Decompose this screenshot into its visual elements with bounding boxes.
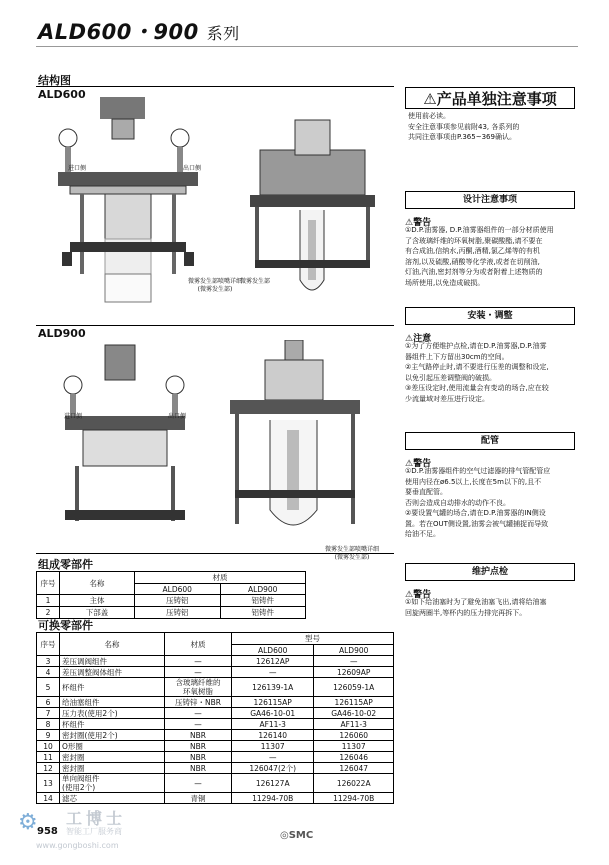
ald600-inlet: 进口侧 [68, 165, 87, 172]
ald600-callout: 微雾发生部 [240, 278, 271, 285]
warning-icon: ⚠ [405, 334, 414, 344]
table-row: 10 O形圈 NBR 11307 11307 [37, 741, 394, 752]
section-label-4: ⚠警告 [405, 590, 432, 600]
table-row: 9 密封圈(使用2个) NBR 126140 126060 [37, 730, 394, 741]
ald900-detail-label: 微雾发生部喷嘴详细 (微雾发生部) [325, 546, 380, 561]
ald900-rule [36, 325, 394, 326]
table-row: 1 主体 压铸铝 铝铸件 [37, 595, 306, 607]
parts-table: 序号 名称 材质 ALD600 ALD900 1 主体 压铸铝 铝铸件 2 下部盖 压铸铝 铝铸件 [36, 571, 306, 619]
gongboshi-logo-mark: ⚙ [18, 810, 38, 835]
section-label-1: ⚠警告 [405, 218, 432, 228]
table-row: 2 下部盖 压铸铝 铝铸件 [37, 607, 306, 619]
page-title: ALD600・900 系列 [38, 20, 240, 44]
section-title-4: 维护点检 [405, 563, 575, 581]
section-label-3: ⚠警告 [405, 459, 432, 469]
table-row: 4 差压调整阀体组件 — — 12609AP [37, 667, 394, 678]
warning-icon: ⚠ [405, 590, 414, 600]
ald900-section-diagram [55, 340, 205, 540]
notice-title: 产品单独注意事项 [436, 90, 557, 108]
watermark-logo: 工博士 [66, 809, 127, 828]
table-row: 7 压力表(使用2个) — GA46-10-01 GA46-10-02 [37, 708, 394, 719]
table-row: 13 单向阀组件 (使用2个) — 126127A 126022A [37, 774, 394, 793]
smc-logo: ◎SMC [280, 830, 314, 841]
watermark-url: www.gongboshi.com [36, 841, 119, 850]
notice-body: 使用前必读。 安全注意事项参见前附43, 各系列的 共同注意事项由P.365~369确认。 [408, 112, 520, 141]
table-row: 5 杯组件 含玻璃纤维的 环氧树脂 126139-1A 126059-1A [37, 678, 394, 697]
ald600-outlet: 出口侧 [183, 165, 202, 172]
table-row: 8 杯组件 — AF11-3 AF11-3 [37, 719, 394, 730]
section-title-3: 配管 [405, 432, 575, 450]
ald900-outlet: 出口侧 [168, 413, 187, 420]
watermark-sub: 智能工厂服务商 [66, 827, 122, 836]
parts-rule-top [36, 553, 394, 554]
section-body-3: ①D.P.油雾器组件的空气过滤器的排气管配管应 使用内径在ø6.5以上,长度在5m以下的,且不 要垂直配管。 否则会造成自动排水的动作不良。 ②要设置气罐的场合,请在D.P.油雾器的IN侧设 置。若在OUT侧设置,油雾会被气罐捕捉而导致 给油不足。 [405, 467, 551, 538]
ald600-section-diagram [50, 92, 220, 307]
section-body-1: ①D.P.油雾器, D.P.油雾器组件的一部分材质使用 了含玻璃纤维的环氧树脂,聚碳酸酯,请不要在 有合成油,信纳水,丙酮,酒精,氯乙烯等的有机 溶剂,以及硫酸,硝酸等化学液,或者在切削油, 灯油,汽油,密封剂等分为或者附着上述物质的 场所使用,以免造成破损。 [405, 226, 554, 287]
ald600-label: ALD600 [38, 88, 86, 101]
ald600-detail-label: 微雾发生部喷嘴详细 (微雾发生部) [188, 278, 243, 293]
replace-heading: 可换零部件 [38, 619, 93, 632]
section-label-2: ⚠注意 [405, 334, 432, 344]
parts-heading: 组成零部件 [38, 558, 93, 571]
notice-title-box [405, 87, 575, 109]
structure-heading: 结构图 [38, 74, 71, 87]
title-rule [36, 46, 578, 47]
table-row: 11 密封圈 NBR — 126046 [37, 752, 394, 763]
table-row: 14 滤芯 青铜 11294-70B 11294-70B [37, 793, 394, 804]
section-title-2: 安装・调整 [405, 307, 575, 325]
section-body-4: ①如下给油塞时为了避免油塞飞出,请将给油塞 回旋两圈半,等杯内的压力排完再拆下。 [405, 598, 547, 617]
replace-table: 序号 名称 材质 型号 ALD600 ALD900 3 差压调阀组件 — 12612AP — 4 差压调整阀体组件 — — 12609AP 5 杯组件 含玻璃纤维的 环氧树脂 126139-1A 126059-1A 6 给油塞组件 压铸锌・NBR 126115AP 126115AP 7 压力表(使用2个) — GA46-10-01 GA46-10-02 8 杯组件 — AF11-3 AF11-3 9 密封圈(使用2个) NBR 126140 126060 10 O形圈 NBR 11307 11307 11 密封圈 NBR — 126046 12 密封圈 NBR 126047(2个) 126047 13 单向阀组件 (使用2个) — 126127A 126022A 14 滤芯 青铜 11294-70B 11294-70B [36, 632, 394, 804]
ald600-detail-diagram [250, 110, 375, 315]
ald900-detail-diagram [225, 340, 365, 545]
ald900-inlet: 进口侧 [64, 413, 83, 420]
section-body-2: ①为了方便维护点检,请在D.P.油雾器,D.P.油雾 器组件上下方留出30cm的空间。 ②主气路停止时,请不要进行压差的调整和设定, 以免引起压差调整阀的破损。 ③差压设定时,使用流量会有变动的场合,应在较 少流量域对差压进行设定。 [405, 342, 549, 403]
table-row: 12 密封圈 NBR 126047(2个) 126047 [37, 763, 394, 774]
warning-icon: ⚠ [423, 90, 437, 108]
warning-icon: ⚠ [405, 459, 414, 469]
table-row: 6 给油塞组件 压铸锌・NBR 126115AP 126115AP [37, 697, 394, 708]
table-row: 3 差压调阀组件 — 12612AP — [37, 656, 394, 667]
ald900-label: ALD900 [38, 327, 86, 340]
warning-icon: ⚠ [405, 218, 414, 228]
section-title-1: 设计注意事项 [405, 191, 575, 209]
structure-rule [36, 86, 394, 87]
page-number: 958 [37, 826, 58, 837]
